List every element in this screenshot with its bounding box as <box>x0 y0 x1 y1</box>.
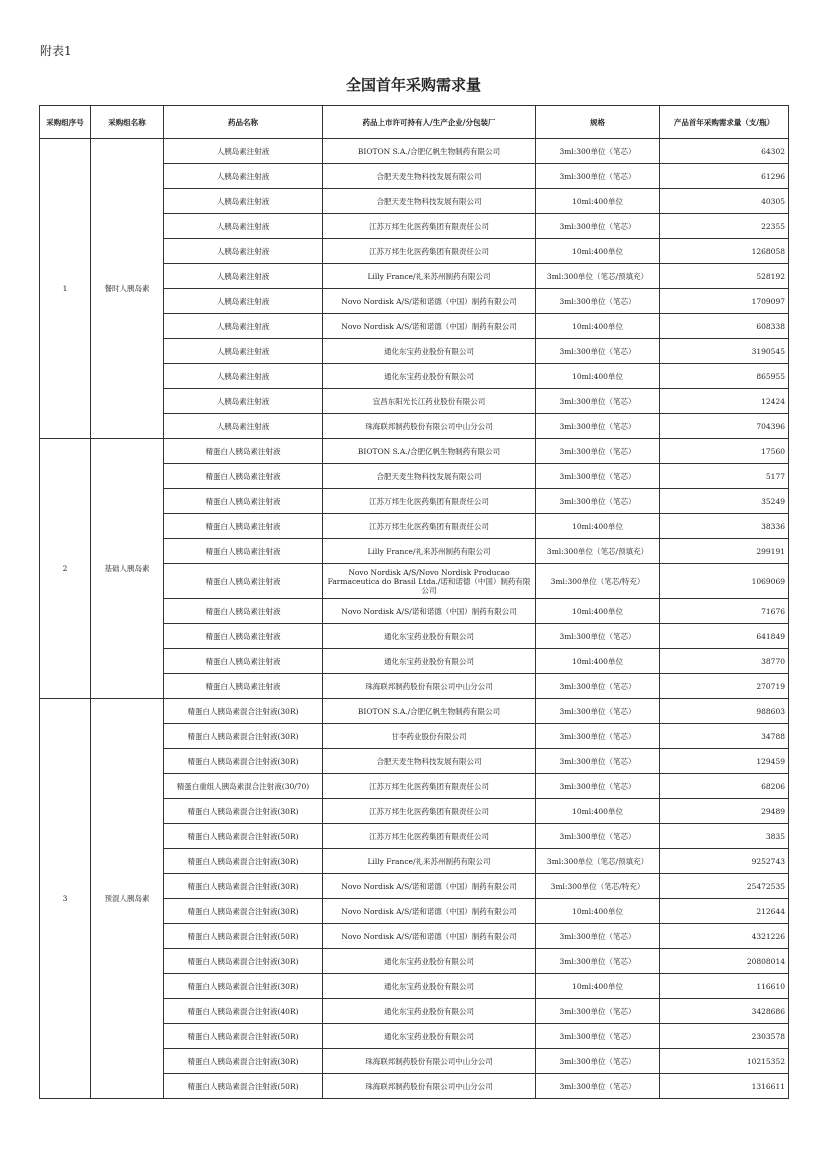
quantity-cell: 608338 <box>660 314 789 339</box>
quantity-cell: 40305 <box>660 189 789 214</box>
spec-cell: 3ml:300单位（笔芯） <box>536 949 660 974</box>
drug-name-cell: 人胰岛素注射液 <box>164 314 323 339</box>
quantity-cell: 704396 <box>660 414 789 439</box>
header-group-name: 采购组名称 <box>91 106 164 139</box>
drug-name-cell: 精蛋白人胰岛素混合注射液(30R) <box>164 899 323 924</box>
quantity-cell: 865955 <box>660 364 789 389</box>
spec-cell: 10ml:400单位 <box>536 514 660 539</box>
drug-name-cell: 精蛋白人胰岛素混合注射液(50R) <box>164 1024 323 1049</box>
drug-name-cell: 精蛋白人胰岛素混合注射液(40R) <box>164 999 323 1024</box>
drug-name-cell: 人胰岛素注射液 <box>164 239 323 264</box>
spec-cell: 10ml:400单位 <box>536 599 660 624</box>
spec-cell: 3ml:300单位（笔芯） <box>536 214 660 239</box>
drug-name-cell: 精蛋白人胰岛素混合注射液(30R) <box>164 849 323 874</box>
group-name-cell: 预混人胰岛素 <box>91 699 164 1099</box>
spec-cell: 3ml:300单位（笔芯） <box>536 1024 660 1049</box>
manufacturer-cell: 通化东宝药业股份有限公司 <box>323 999 536 1024</box>
header-quantity: 产品首年采购需求量（支/瓶） <box>660 106 789 139</box>
quantity-cell: 10215352 <box>660 1049 789 1074</box>
spec-cell: 10ml:400单位 <box>536 649 660 674</box>
drug-name-cell: 精蛋白人胰岛素混合注射液(50R) <box>164 1074 323 1099</box>
manufacturer-cell: 江苏万邦生化医药集团有限责任公司 <box>323 239 536 264</box>
quantity-cell: 116610 <box>660 974 789 999</box>
spec-cell: 10ml:400单位 <box>536 239 660 264</box>
manufacturer-cell: Novo Nordisk A/S/诺和诺德（中国）制药有限公司 <box>323 874 536 899</box>
spec-cell: 10ml:400单位 <box>536 314 660 339</box>
spec-cell: 3ml:300单位（笔芯） <box>536 439 660 464</box>
quantity-cell: 12424 <box>660 389 789 414</box>
drug-name-cell: 人胰岛素注射液 <box>164 389 323 414</box>
manufacturer-cell: 珠海联邦制药股份有限公司中山分公司 <box>323 1074 536 1099</box>
quantity-cell: 29489 <box>660 799 789 824</box>
quantity-cell: 1268058 <box>660 239 789 264</box>
table-header-row <box>40 106 789 139</box>
spec-cell: 3ml:300单位（笔芯） <box>536 749 660 774</box>
manufacturer-cell: 宜昌东阳光长江药业股份有限公司 <box>323 389 536 414</box>
manufacturer-cell: 珠海联邦制药股份有限公司中山分公司 <box>323 674 536 699</box>
manufacturer-cell: 通化东宝药业股份有限公司 <box>323 1024 536 1049</box>
spec-cell: 3ml:300单位（笔芯） <box>536 489 660 514</box>
drug-name-cell: 精蛋白人胰岛素混合注射液(30R) <box>164 699 323 724</box>
group-seq-cell: 2 <box>40 439 91 699</box>
spec-cell: 3ml:300单位（笔芯） <box>536 624 660 649</box>
drug-name-cell: 精蛋白人胰岛素注射液 <box>164 674 323 699</box>
drug-name-cell: 精蛋白人胰岛素注射液 <box>164 464 323 489</box>
manufacturer-cell: Lilly France/礼来苏州制药有限公司 <box>323 539 536 564</box>
manufacturer-cell: 江苏万邦生化医药集团有限责任公司 <box>323 799 536 824</box>
manufacturer-cell: Novo Nordisk A/S/Novo Nordisk Producao Farmaceutica do Brasil Ltda./诺和诺德（中国）制药有限公司 <box>323 564 536 599</box>
manufacturer-cell: 通化东宝药业股份有限公司 <box>323 339 536 364</box>
spec-cell: 3ml:300单位（笔芯） <box>536 464 660 489</box>
drug-name-cell: 精蛋白人胰岛素注射液 <box>164 439 323 464</box>
spec-cell: 10ml:400单位 <box>536 799 660 824</box>
manufacturer-cell: 合肥天麦生物科技发展有限公司 <box>323 464 536 489</box>
header-manufacturer: 药品上市许可持有人/生产企业/分包装厂 <box>323 106 536 139</box>
quantity-cell: 68206 <box>660 774 789 799</box>
quantity-cell: 4321226 <box>660 924 789 949</box>
quantity-cell: 528192 <box>660 264 789 289</box>
manufacturer-cell: 珠海联邦制药股份有限公司中山分公司 <box>323 414 536 439</box>
drug-name-cell: 精蛋白人胰岛素注射液 <box>164 489 323 514</box>
drug-name-cell: 人胰岛素注射液 <box>164 139 323 164</box>
spec-cell: 3ml:300单位（笔芯/特充） <box>536 874 660 899</box>
spec-cell: 10ml:400单位 <box>536 899 660 924</box>
spec-cell: 3ml:300单位（笔芯） <box>536 1049 660 1074</box>
drug-name-cell: 精蛋白人胰岛素注射液 <box>164 539 323 564</box>
drug-name-cell: 精蛋白人胰岛素注射液 <box>164 514 323 539</box>
group-seq-cell: 1 <box>40 139 91 439</box>
drug-name-cell: 精蛋白人胰岛素注射液 <box>164 599 323 624</box>
manufacturer-cell: 通化东宝药业股份有限公司 <box>323 649 536 674</box>
drug-name-cell: 精蛋白人胰岛素混合注射液(50R) <box>164 824 323 849</box>
quantity-cell: 61296 <box>660 164 789 189</box>
drug-name-cell: 人胰岛素注射液 <box>164 189 323 214</box>
manufacturer-cell: 合肥天麦生物科技发展有限公司 <box>323 164 536 189</box>
drug-name-cell: 精蛋白人胰岛素混合注射液(30R) <box>164 724 323 749</box>
quantity-cell: 1709097 <box>660 289 789 314</box>
table-row <box>40 699 789 724</box>
drug-name-cell: 人胰岛素注射液 <box>164 164 323 189</box>
quantity-cell: 988603 <box>660 699 789 724</box>
group-name-cell: 基础人胰岛素 <box>91 439 164 699</box>
spec-cell: 3ml:300单位（笔芯） <box>536 1074 660 1099</box>
quantity-cell: 129459 <box>660 749 789 774</box>
drug-name-cell: 精蛋白人胰岛素混合注射液(30R) <box>164 974 323 999</box>
spec-cell: 3ml:300单位（笔芯） <box>536 339 660 364</box>
manufacturer-cell: 通化东宝药业股份有限公司 <box>323 974 536 999</box>
quantity-cell: 9252743 <box>660 849 789 874</box>
spec-cell: 3ml:300单位（笔芯） <box>536 924 660 949</box>
manufacturer-cell: Novo Nordisk A/S/诺和诺德（中国）制药有限公司 <box>323 289 536 314</box>
spec-cell: 3ml:300单位（笔芯） <box>536 724 660 749</box>
manufacturer-cell: Lilly France/礼来苏州制药有限公司 <box>323 264 536 289</box>
quantity-cell: 3190545 <box>660 339 789 364</box>
spec-cell: 3ml:300单位（笔芯） <box>536 824 660 849</box>
spec-cell: 10ml:400单位 <box>536 364 660 389</box>
spec-cell: 10ml:400单位 <box>536 974 660 999</box>
group-name-cell: 餐时人胰岛素 <box>91 139 164 439</box>
quantity-cell: 25472535 <box>660 874 789 899</box>
drug-name-cell: 人胰岛素注射液 <box>164 264 323 289</box>
quantity-cell: 34788 <box>660 724 789 749</box>
spec-cell: 3ml:300单位（笔芯/预填充） <box>536 539 660 564</box>
drug-name-cell: 人胰岛素注射液 <box>164 339 323 364</box>
manufacturer-cell: 通化东宝药业股份有限公司 <box>323 949 536 974</box>
drug-name-cell: 精蛋白人胰岛素混合注射液(30R) <box>164 799 323 824</box>
quantity-cell: 3428686 <box>660 999 789 1024</box>
quantity-cell: 35249 <box>660 489 789 514</box>
drug-name-cell: 人胰岛素注射液 <box>164 289 323 314</box>
quantity-cell: 641849 <box>660 624 789 649</box>
header-seq: 采购组序号 <box>40 106 91 139</box>
manufacturer-cell: 江苏万邦生化医药集团有限责任公司 <box>323 824 536 849</box>
manufacturer-cell: 合肥天麦生物科技发展有限公司 <box>323 749 536 774</box>
drug-name-cell: 精蛋白人胰岛素注射液 <box>164 624 323 649</box>
attachment-label: 附表1 <box>40 44 72 58</box>
spec-cell: 3ml:300单位（笔芯/预填充） <box>536 849 660 874</box>
header-drug-name: 药品名称 <box>164 106 323 139</box>
quantity-cell: 299191 <box>660 539 789 564</box>
manufacturer-cell: Novo Nordisk A/S/诺和诺德（中国）制药有限公司 <box>323 599 536 624</box>
quantity-cell: 3835 <box>660 824 789 849</box>
manufacturer-cell: 合肥天麦生物科技发展有限公司 <box>323 189 536 214</box>
quantity-cell: 1069069 <box>660 564 789 599</box>
quantity-cell: 22355 <box>660 214 789 239</box>
drug-name-cell: 精蛋白人胰岛素混合注射液(30R) <box>164 749 323 774</box>
manufacturer-cell: Novo Nordisk A/S/诺和诺德（中国）制药有限公司 <box>323 924 536 949</box>
drug-name-cell: 精蛋白人胰岛素混合注射液(30R) <box>164 949 323 974</box>
drug-name-cell: 精蛋白人胰岛素注射液 <box>164 649 323 674</box>
spec-cell: 3ml:300单位（笔芯） <box>536 999 660 1024</box>
table-row <box>40 139 789 164</box>
drug-name-cell: 精蛋白人胰岛素注射液 <box>164 564 323 599</box>
drug-name-cell: 人胰岛素注射液 <box>164 364 323 389</box>
spec-cell: 3ml:300单位（笔芯） <box>536 774 660 799</box>
manufacturer-cell: Novo Nordisk A/S/诺和诺德（中国）制药有限公司 <box>323 314 536 339</box>
group-seq-cell: 3 <box>40 699 91 1099</box>
quantity-cell: 5177 <box>660 464 789 489</box>
drug-name-cell: 精蛋白人胰岛素混合注射液(50R) <box>164 924 323 949</box>
manufacturer-cell: 江苏万邦生化医药集团有限责任公司 <box>323 489 536 514</box>
manufacturer-cell: Lilly France/礼来苏州制药有限公司 <box>323 849 536 874</box>
quantity-cell: 2303578 <box>660 1024 789 1049</box>
manufacturer-cell: 甘李药业股份有限公司 <box>323 724 536 749</box>
table-row <box>40 439 789 464</box>
quantity-cell: 38336 <box>660 514 789 539</box>
manufacturer-cell: BIOTON S.A./合肥亿帆生物制药有限公司 <box>323 139 536 164</box>
manufacturer-cell: BIOTON S.A./合肥亿帆生物制药有限公司 <box>323 699 536 724</box>
spec-cell: 10ml:400单位 <box>536 189 660 214</box>
quantity-cell: 64302 <box>660 139 789 164</box>
manufacturer-cell: 江苏万邦生化医药集团有限责任公司 <box>323 514 536 539</box>
page-title: 全国首年采购需求量 <box>345 76 481 94</box>
spec-cell: 3ml:300单位（笔芯/特充） <box>536 564 660 599</box>
manufacturer-cell: 江苏万邦生化医药集团有限责任公司 <box>323 774 536 799</box>
drug-name-cell: 精蛋白重组人胰岛素混合注射液(30/70) <box>164 774 323 799</box>
quantity-cell: 71676 <box>660 599 789 624</box>
spec-cell: 3ml:300单位（笔芯） <box>536 389 660 414</box>
spec-cell: 3ml:300单位（笔芯） <box>536 699 660 724</box>
quantity-cell: 17560 <box>660 439 789 464</box>
procurement-table <box>39 105 789 1099</box>
header-spec: 规格 <box>536 106 660 139</box>
spec-cell: 3ml:300单位（笔芯） <box>536 674 660 699</box>
table-body <box>40 139 789 1099</box>
manufacturer-cell: 江苏万邦生化医药集团有限责任公司 <box>323 214 536 239</box>
spec-cell: 3ml:300单位（笔芯） <box>536 289 660 314</box>
spec-cell: 3ml:300单位（笔芯/预填充） <box>536 264 660 289</box>
manufacturer-cell: 通化东宝药业股份有限公司 <box>323 364 536 389</box>
spec-cell: 3ml:300单位（笔芯） <box>536 164 660 189</box>
drug-name-cell: 人胰岛素注射液 <box>164 214 323 239</box>
manufacturer-cell: 珠海联邦制药股份有限公司中山分公司 <box>323 1049 536 1074</box>
quantity-cell: 20808014 <box>660 949 789 974</box>
quantity-cell: 270719 <box>660 674 789 699</box>
drug-name-cell: 精蛋白人胰岛素混合注射液(30R) <box>164 874 323 899</box>
drug-name-cell: 人胰岛素注射液 <box>164 414 323 439</box>
manufacturer-cell: Novo Nordisk A/S/诺和诺德（中国）制药有限公司 <box>323 899 536 924</box>
manufacturer-cell: 通化东宝药业股份有限公司 <box>323 624 536 649</box>
spec-cell: 3ml:300单位（笔芯） <box>536 414 660 439</box>
quantity-cell: 38770 <box>660 649 789 674</box>
drug-name-cell: 精蛋白人胰岛素混合注射液(30R) <box>164 1049 323 1074</box>
spec-cell: 3ml:300单位（笔芯） <box>536 139 660 164</box>
quantity-cell: 212644 <box>660 899 789 924</box>
quantity-cell: 1316611 <box>660 1074 789 1099</box>
manufacturer-cell: BIOTON S.A./合肥亿帆生物制药有限公司 <box>323 439 536 464</box>
